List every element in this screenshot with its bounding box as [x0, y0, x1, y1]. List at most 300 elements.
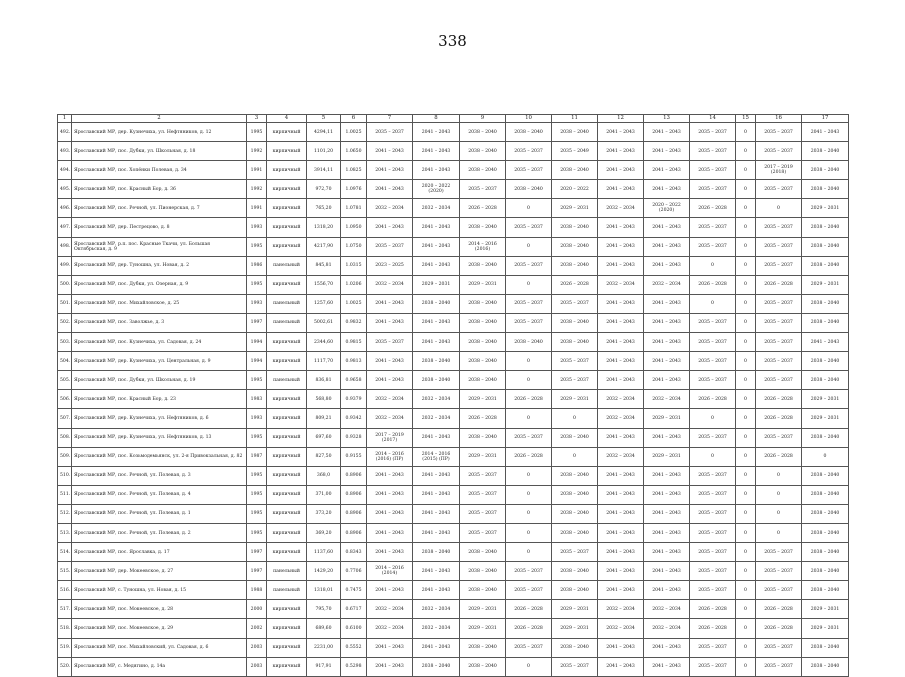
cell-coefficient: 1.0206 — [341, 275, 367, 294]
cell-period-col-13: 2041 – 2043 — [644, 466, 690, 485]
cell-period-col-7: 2041 – 2043 — [367, 352, 413, 371]
cell-wall-material: кирпичный — [267, 333, 307, 352]
cell-period-col-13: 2041 – 2043 — [644, 523, 690, 542]
cell-period-col-7: 2041 – 2043 — [367, 161, 413, 180]
table-row — [58, 161, 849, 180]
cell-period-col-13: 2041 – 2043 — [644, 161, 690, 180]
cell-area: 371,00 — [307, 485, 341, 504]
cell-period-col-10: 2035 – 2037 — [506, 294, 552, 313]
cell-period-col-9: 2038 – 2040 — [460, 313, 506, 332]
cell-coefficient: 1.0976 — [341, 180, 367, 199]
cell-period-col-8: 2038 – 2040 — [413, 657, 460, 676]
cell-period-col-16: 0 — [756, 485, 802, 504]
cell-period-col-9: 2038 – 2040 — [460, 256, 506, 275]
cell-period-col-15: 0 — [736, 371, 756, 390]
cell-period-col-15: 0 — [736, 294, 756, 313]
cell-address: Ярославский МР, пос. Ярославка, д. 17 — [72, 543, 247, 562]
cell-row-number: 493. — [58, 142, 72, 161]
cell-year-built: 2003 — [247, 657, 267, 676]
cell-period-col-10: 2038 – 2040 — [506, 333, 552, 352]
cell-period-col-13: 2041 – 2043 — [644, 123, 690, 142]
cell-address: Ярославский МР, пос. Михайловский, ул. Садовая, д. 6 — [72, 638, 247, 657]
cell-period-col-17: 2038 – 2040 — [802, 485, 849, 504]
cell-period-col-7: 2041 – 2043 — [367, 581, 413, 600]
cell-period-col-9: 2029 – 2031 — [460, 275, 506, 294]
cell-period-col-13: 2041 – 2043 — [644, 428, 690, 447]
cell-period-col-11: 2026 – 2028 — [552, 275, 598, 294]
cell-area: 373,20 — [307, 504, 341, 523]
cell-area: 836,81 — [307, 371, 341, 390]
cell-coefficient: 0.9379 — [341, 390, 367, 409]
cell-period-col-15: 0 — [736, 638, 756, 657]
cell-period-col-15: 0 — [736, 199, 756, 218]
cell-coefficient: 1.0825 — [341, 161, 367, 180]
cell-period-col-12: 2032 – 2034 — [598, 600, 644, 619]
column-number-13: 13 — [644, 115, 690, 123]
cell-year-built: 1986 — [247, 256, 267, 275]
cell-year-built: 1991 — [247, 161, 267, 180]
cell-period-col-14: 2035 – 2037 — [690, 581, 736, 600]
column-number-15: 15 — [736, 115, 756, 123]
column-number-14: 14 — [690, 115, 736, 123]
cell-period-col-11: 2038 – 2040 — [552, 523, 598, 542]
cell-period-col-14: 2026 – 2028 — [690, 275, 736, 294]
cell-period-col-9: 2035 – 2037 — [460, 485, 506, 504]
cell-period-col-17: 2041 – 2043 — [802, 333, 849, 352]
cell-period-col-16: 2017 – 2019 (2018) — [756, 161, 802, 180]
cell-period-col-10: 0 — [506, 237, 552, 256]
cell-period-col-15: 0 — [736, 543, 756, 562]
cell-period-col-9: 2038 – 2040 — [460, 161, 506, 180]
cell-period-col-11: 2038 – 2040 — [552, 504, 598, 523]
cell-row-number: 500. — [58, 275, 72, 294]
cell-period-col-15: 0 — [736, 562, 756, 581]
cell-period-col-11: 0 — [552, 409, 598, 428]
cell-period-col-11: 2038 – 2040 — [552, 313, 598, 332]
cell-period-col-11: 2038 – 2040 — [552, 581, 598, 600]
cell-period-col-8: 2038 – 2040 — [413, 543, 460, 562]
cell-period-col-10: 2035 – 2037 — [506, 313, 552, 332]
cell-area: 1318,01 — [307, 581, 341, 600]
column-number-11: 11 — [552, 115, 598, 123]
cell-row-number: 517. — [58, 600, 72, 619]
cell-period-col-16: 2026 – 2028 — [756, 390, 802, 409]
cell-year-built: 1991 — [247, 199, 267, 218]
cell-period-col-8: 2041 – 2043 — [413, 485, 460, 504]
cell-period-col-16: 2035 – 2037 — [756, 142, 802, 161]
table-row — [58, 199, 849, 218]
table-body — [58, 123, 849, 677]
cell-area: 1137,60 — [307, 543, 341, 562]
cell-period-col-10: 2026 – 2028 — [506, 619, 552, 638]
cell-period-col-9: 2029 – 2031 — [460, 619, 506, 638]
cell-period-col-15: 0 — [736, 390, 756, 409]
cell-period-col-9: 2029 – 2031 — [460, 390, 506, 409]
cell-wall-material: кирпичный — [267, 409, 307, 428]
cell-period-col-14: 0 — [690, 256, 736, 275]
cell-period-col-15: 0 — [736, 409, 756, 428]
cell-period-col-7: 2035 – 2037 — [367, 237, 413, 256]
cell-period-col-13: 2041 – 2043 — [644, 313, 690, 332]
cell-wall-material: кирпичный — [267, 619, 307, 638]
cell-period-col-7: 2014 – 2016 (2014) — [367, 562, 413, 581]
cell-address: Ярославский МР, пос. Мокеевское, д. 28 — [72, 600, 247, 619]
cell-wall-material: кирпичный — [267, 275, 307, 294]
cell-address: Ярославский МР, пос. Речной, ул. Полевая, д. 1 — [72, 504, 247, 523]
table-row — [58, 142, 849, 161]
cell-period-col-14: 2035 – 2037 — [690, 161, 736, 180]
cell-coefficient: 0.9813 — [341, 352, 367, 371]
column-number-17: 17 — [802, 115, 849, 123]
cell-period-col-12: 2041 – 2043 — [598, 562, 644, 581]
cell-period-col-16: 2026 – 2028 — [756, 275, 802, 294]
cell-period-col-15: 0 — [736, 447, 756, 466]
cell-row-number: 498. — [58, 237, 72, 256]
cell-period-col-15: 0 — [736, 333, 756, 352]
cell-period-col-17: 2038 – 2040 — [802, 371, 849, 390]
cell-period-col-12: 2041 – 2043 — [598, 123, 644, 142]
cell-address: Ярославский МР, пос. Красный Бор, д. 23 — [72, 390, 247, 409]
cell-coefficient: 0.8906 — [341, 504, 367, 523]
cell-period-col-14: 2035 – 2037 — [690, 313, 736, 332]
cell-period-col-14: 2035 – 2037 — [690, 180, 736, 199]
table-row — [58, 543, 849, 562]
cell-period-col-7: 2041 – 2043 — [367, 657, 413, 676]
cell-area: 972,70 — [307, 180, 341, 199]
cell-period-col-7: 2035 – 2037 — [367, 333, 413, 352]
cell-period-col-8: 2041 – 2043 — [413, 523, 460, 542]
cell-period-col-11: 2038 – 2040 — [552, 485, 598, 504]
cell-wall-material: кирпичный — [267, 428, 307, 447]
cell-period-col-9: 2038 – 2040 — [460, 142, 506, 161]
cell-period-col-17: 2038 – 2040 — [802, 352, 849, 371]
cell-period-col-11: 2038 – 2040 — [552, 333, 598, 352]
column-number-3: 3 — [247, 115, 267, 123]
table-row — [58, 275, 849, 294]
cell-period-col-16: 2035 – 2037 — [756, 294, 802, 313]
cell-period-col-10: 2035 – 2037 — [506, 428, 552, 447]
cell-period-col-15: 0 — [736, 275, 756, 294]
cell-year-built: 1987 — [247, 447, 267, 466]
cell-period-col-15: 0 — [736, 256, 756, 275]
cell-period-col-17: 2038 – 2040 — [802, 142, 849, 161]
cell-period-col-7: 2041 – 2043 — [367, 371, 413, 390]
cell-period-col-15: 0 — [736, 466, 756, 485]
cell-period-col-12: 2041 – 2043 — [598, 180, 644, 199]
cell-period-col-10: 0 — [506, 409, 552, 428]
cell-year-built: 1995 — [247, 275, 267, 294]
column-number-7: 7 — [367, 115, 413, 123]
cell-row-number: 494. — [58, 161, 72, 180]
cell-area: 795,70 — [307, 600, 341, 619]
cell-wall-material: кирпичный — [267, 123, 307, 142]
cell-period-col-17: 2038 – 2040 — [802, 237, 849, 256]
cell-period-col-8: 2041 – 2043 — [413, 313, 460, 332]
cell-period-col-11: 0 — [552, 447, 598, 466]
cell-period-col-10: 2035 – 2037 — [506, 256, 552, 275]
cell-period-col-10: 2026 – 2028 — [506, 447, 552, 466]
cell-period-col-14: 2035 – 2037 — [690, 333, 736, 352]
cell-period-col-16: 2026 – 2028 — [756, 409, 802, 428]
cell-year-built: 2002 — [247, 619, 267, 638]
cell-area: 845,81 — [307, 256, 341, 275]
cell-year-built: 1992 — [247, 142, 267, 161]
cell-area: 697,60 — [307, 428, 341, 447]
cell-year-built: 1995 — [247, 123, 267, 142]
cell-period-col-16: 2035 – 2037 — [756, 237, 802, 256]
cell-period-col-13: 2041 – 2043 — [644, 638, 690, 657]
cell-period-col-14: 0 — [690, 409, 736, 428]
cell-period-col-15: 0 — [736, 600, 756, 619]
cell-period-col-17: 2038 – 2040 — [802, 428, 849, 447]
cell-period-col-7: 2023 – 2025 — [367, 256, 413, 275]
cell-period-col-12: 2041 – 2043 — [598, 504, 644, 523]
cell-period-col-7: 2032 – 2034 — [367, 619, 413, 638]
column-number-5: 5 — [307, 115, 341, 123]
cell-address: Ярославский МР, пос. Речной, ул. Полевая, д. 3 — [72, 466, 247, 485]
cell-period-col-9: 2035 – 2037 — [460, 466, 506, 485]
cell-period-col-16: 2035 – 2037 — [756, 428, 802, 447]
cell-year-built: 1995 — [247, 504, 267, 523]
cell-period-col-7: 2041 – 2043 — [367, 523, 413, 542]
cell-year-built: 1993 — [247, 218, 267, 237]
cell-period-col-13: 2041 – 2043 — [644, 294, 690, 313]
cell-period-col-7: 2041 – 2043 — [367, 466, 413, 485]
cell-period-col-17: 2038 – 2040 — [802, 256, 849, 275]
cell-period-col-8: 2014 – 2016 (2015) (ПР) — [413, 447, 460, 466]
column-number-12: 12 — [598, 115, 644, 123]
cell-period-col-14: 2035 – 2037 — [690, 638, 736, 657]
cell-period-col-12: 2041 – 2043 — [598, 371, 644, 390]
cell-wall-material: кирпичный — [267, 180, 307, 199]
cell-period-col-17: 2029 – 2031 — [802, 390, 849, 409]
cell-period-col-12: 2032 – 2034 — [598, 409, 644, 428]
cell-period-col-17: 2038 – 2040 — [802, 523, 849, 542]
cell-period-col-15: 0 — [736, 180, 756, 199]
cell-period-col-12: 2041 – 2043 — [598, 581, 644, 600]
cell-period-col-13: 2041 – 2043 — [644, 256, 690, 275]
cell-period-col-8: 2041 – 2043 — [413, 123, 460, 142]
cell-address: Ярославский МР, р.п. пос. Красные Ткачи, ул. Большая Октябрьская, д. 9 — [72, 237, 247, 256]
cell-period-col-12: 2041 – 2043 — [598, 466, 644, 485]
cell-coefficient: 1.0781 — [341, 199, 367, 218]
cell-coefficient: 0.9658 — [341, 371, 367, 390]
cell-period-col-10: 2035 – 2037 — [506, 142, 552, 161]
cell-period-col-8: 2038 – 2040 — [413, 294, 460, 313]
cell-period-col-9: 2038 – 2040 — [460, 581, 506, 600]
cell-row-number: 512. — [58, 504, 72, 523]
cell-period-col-15: 0 — [736, 581, 756, 600]
cell-period-col-15: 0 — [736, 161, 756, 180]
cell-row-number: 508. — [58, 428, 72, 447]
column-number-8: 8 — [413, 115, 460, 123]
cell-year-built: 1995 — [247, 428, 267, 447]
cell-row-number: 520. — [58, 657, 72, 676]
cell-period-col-17: 2038 – 2040 — [802, 294, 849, 313]
cell-area: 3914,11 — [307, 161, 341, 180]
cell-period-col-8: 2038 – 2040 — [413, 371, 460, 390]
cell-coefficient: 1.0025 — [341, 123, 367, 142]
cell-period-col-14: 2035 – 2037 — [690, 218, 736, 237]
cell-period-col-12: 2032 – 2034 — [598, 619, 644, 638]
cell-period-col-11: 2029 – 2031 — [552, 619, 598, 638]
cell-wall-material: кирпичный — [267, 657, 307, 676]
cell-address: Ярославский МР, дер. Мокеевское, д. 27 — [72, 562, 247, 581]
cell-address: Ярославский МР, с. Медягино, д. 14а — [72, 657, 247, 676]
cell-period-col-9: 2038 – 2040 — [460, 543, 506, 562]
cell-period-col-16: 2035 – 2037 — [756, 313, 802, 332]
cell-period-col-9: 2038 – 2040 — [460, 352, 506, 371]
cell-coefficient: 0.5552 — [341, 638, 367, 657]
cell-period-col-9: 2026 – 2028 — [460, 409, 506, 428]
table-row — [58, 562, 849, 581]
cell-row-number: 496. — [58, 199, 72, 218]
column-number-9: 9 — [460, 115, 506, 123]
cell-row-number: 503. — [58, 333, 72, 352]
cell-period-col-16: 0 — [756, 466, 802, 485]
cell-address: Ярославский МР, дер. Кузнечиха, ул. Нефтяников, д. 6 — [72, 409, 247, 428]
cell-year-built: 1993 — [247, 409, 267, 428]
cell-period-col-15: 0 — [736, 657, 756, 676]
cell-coefficient: 0.9328 — [341, 428, 367, 447]
cell-period-col-13: 2041 – 2043 — [644, 352, 690, 371]
cell-period-col-16: 2026 – 2028 — [756, 447, 802, 466]
cell-period-col-11: 2035 – 2037 — [552, 371, 598, 390]
cell-coefficient: 0.8906 — [341, 523, 367, 542]
cell-period-col-16: 0 — [756, 523, 802, 542]
cell-wall-material: кирпичный — [267, 504, 307, 523]
cell-period-col-11: 2035 – 2037 — [552, 543, 598, 562]
cell-period-col-12: 2041 – 2043 — [598, 543, 644, 562]
cell-period-col-10: 2035 – 2037 — [506, 562, 552, 581]
cell-period-col-17: 2038 – 2040 — [802, 161, 849, 180]
cell-period-col-16: 2026 – 2028 — [756, 619, 802, 638]
cell-period-col-10: 0 — [506, 466, 552, 485]
cell-wall-material: панельный — [267, 581, 307, 600]
cell-row-number: 506. — [58, 390, 72, 409]
cell-period-col-12: 2041 – 2043 — [598, 256, 644, 275]
cell-period-col-10: 0 — [506, 352, 552, 371]
cell-year-built: 1992 — [247, 180, 267, 199]
cell-period-col-9: 2038 – 2040 — [460, 218, 506, 237]
cell-period-col-11: 2038 – 2040 — [552, 466, 598, 485]
cell-period-col-16: 2035 – 2037 — [756, 180, 802, 199]
cell-year-built: 1994 — [247, 352, 267, 371]
table-row — [58, 600, 849, 619]
cell-year-built: 2003 — [247, 638, 267, 657]
cell-period-col-14: 2035 – 2037 — [690, 657, 736, 676]
table-row — [58, 657, 849, 676]
cell-period-col-17: 0 — [802, 447, 849, 466]
cell-address: Ярославский МР, пос. Козьмодемьянск, ул. 2-я Привокзальная, д. 82 — [72, 447, 247, 466]
table-row — [58, 237, 849, 256]
cell-period-col-15: 0 — [736, 428, 756, 447]
cell-period-col-15: 0 — [736, 523, 756, 542]
cell-wall-material: кирпичный — [267, 485, 307, 504]
cell-area: 568,80 — [307, 390, 341, 409]
cell-period-col-8: 2041 – 2043 — [413, 256, 460, 275]
cell-period-col-11: 2038 – 2040 — [552, 428, 598, 447]
cell-coefficient: 0.6100 — [341, 619, 367, 638]
cell-period-col-11: 2038 – 2040 — [552, 123, 598, 142]
cell-wall-material: кирпичный — [267, 237, 307, 256]
cell-coefficient: 0.6717 — [341, 600, 367, 619]
cell-area: 765,20 — [307, 199, 341, 218]
cell-period-col-9: 2038 – 2040 — [460, 657, 506, 676]
cell-wall-material: кирпичный — [267, 523, 307, 542]
cell-area: 1117,70 — [307, 352, 341, 371]
cell-period-col-13: 2041 – 2043 — [644, 142, 690, 161]
cell-period-col-8: 2041 – 2043 — [413, 466, 460, 485]
cell-year-built: 1997 — [247, 562, 267, 581]
cell-period-col-15: 0 — [736, 123, 756, 142]
cell-period-col-9: 2038 – 2040 — [460, 562, 506, 581]
cell-period-col-14: 2035 – 2037 — [690, 352, 736, 371]
cell-address: Ярославский МР, пос. Дубки, ул. Школьная, д. 19 — [72, 371, 247, 390]
cell-period-col-9: 2026 – 2028 — [460, 199, 506, 218]
cell-period-col-14: 2035 – 2037 — [690, 543, 736, 562]
cell-period-col-16: 0 — [756, 504, 802, 523]
cell-period-col-11: 2038 – 2040 — [552, 161, 598, 180]
cell-period-col-12: 2041 – 2043 — [598, 657, 644, 676]
cell-period-col-15: 0 — [736, 485, 756, 504]
cell-period-col-7: 2041 – 2043 — [367, 504, 413, 523]
table-row — [58, 504, 849, 523]
cell-period-col-13: 2032 – 2034 — [644, 600, 690, 619]
cell-period-col-9: 2038 – 2040 — [460, 333, 506, 352]
capital-repair-schedule-table — [57, 114, 849, 677]
cell-coefficient: 1.0950 — [341, 218, 367, 237]
cell-period-col-12: 2041 – 2043 — [598, 638, 644, 657]
cell-address: Ярославский МР, пос. Дубки, ул. Школьная, д. 18 — [72, 142, 247, 161]
cell-period-col-16: 2026 – 2028 — [756, 600, 802, 619]
table-row — [58, 523, 849, 542]
cell-wall-material: кирпичный — [267, 466, 307, 485]
cell-period-col-9: 2035 – 2037 — [460, 180, 506, 199]
cell-period-col-8: 2032 – 2034 — [413, 199, 460, 218]
cell-period-col-9: 2029 – 2031 — [460, 600, 506, 619]
cell-period-col-8: 2041 – 2043 — [413, 161, 460, 180]
cell-coefficient: 0.9342 — [341, 409, 367, 428]
cell-period-col-17: 2029 – 2031 — [802, 409, 849, 428]
cell-period-col-11: 2020 – 2022 — [552, 180, 598, 199]
cell-period-col-13: 2041 – 2043 — [644, 485, 690, 504]
cell-period-col-17: 2041 – 2043 — [802, 123, 849, 142]
cell-wall-material: кирпичный — [267, 142, 307, 161]
cell-period-col-13: 2041 – 2043 — [644, 504, 690, 523]
cell-address: Ярославский МР, пос. Дубки, ул. Озерная, д. 9 — [72, 275, 247, 294]
cell-area: 1257,60 — [307, 294, 341, 313]
cell-wall-material: панельный — [267, 562, 307, 581]
cell-coefficient: 1.0315 — [341, 256, 367, 275]
cell-period-col-9: 2038 – 2040 — [460, 638, 506, 657]
cell-address: Ярославский МР, дер. Кузнечиха, ул. Нефтяников, д. 12 — [72, 123, 247, 142]
cell-period-col-14: 2026 – 2028 — [690, 199, 736, 218]
cell-coefficient: 0.8906 — [341, 466, 367, 485]
cell-row-number: 495. — [58, 180, 72, 199]
cell-period-col-9: 2035 – 2037 — [460, 523, 506, 542]
cell-period-col-7: 2032 – 2034 — [367, 275, 413, 294]
cell-year-built: 2000 — [247, 600, 267, 619]
cell-wall-material: панельный — [267, 371, 307, 390]
cell-period-col-15: 0 — [736, 218, 756, 237]
cell-area: 368,0 — [307, 466, 341, 485]
cell-period-col-17: 2038 – 2040 — [802, 638, 849, 657]
cell-period-col-15: 0 — [736, 142, 756, 161]
cell-period-col-10: 2038 – 2040 — [506, 123, 552, 142]
cell-period-col-8: 2032 – 2034 — [413, 390, 460, 409]
cell-area: 1429,20 — [307, 562, 341, 581]
